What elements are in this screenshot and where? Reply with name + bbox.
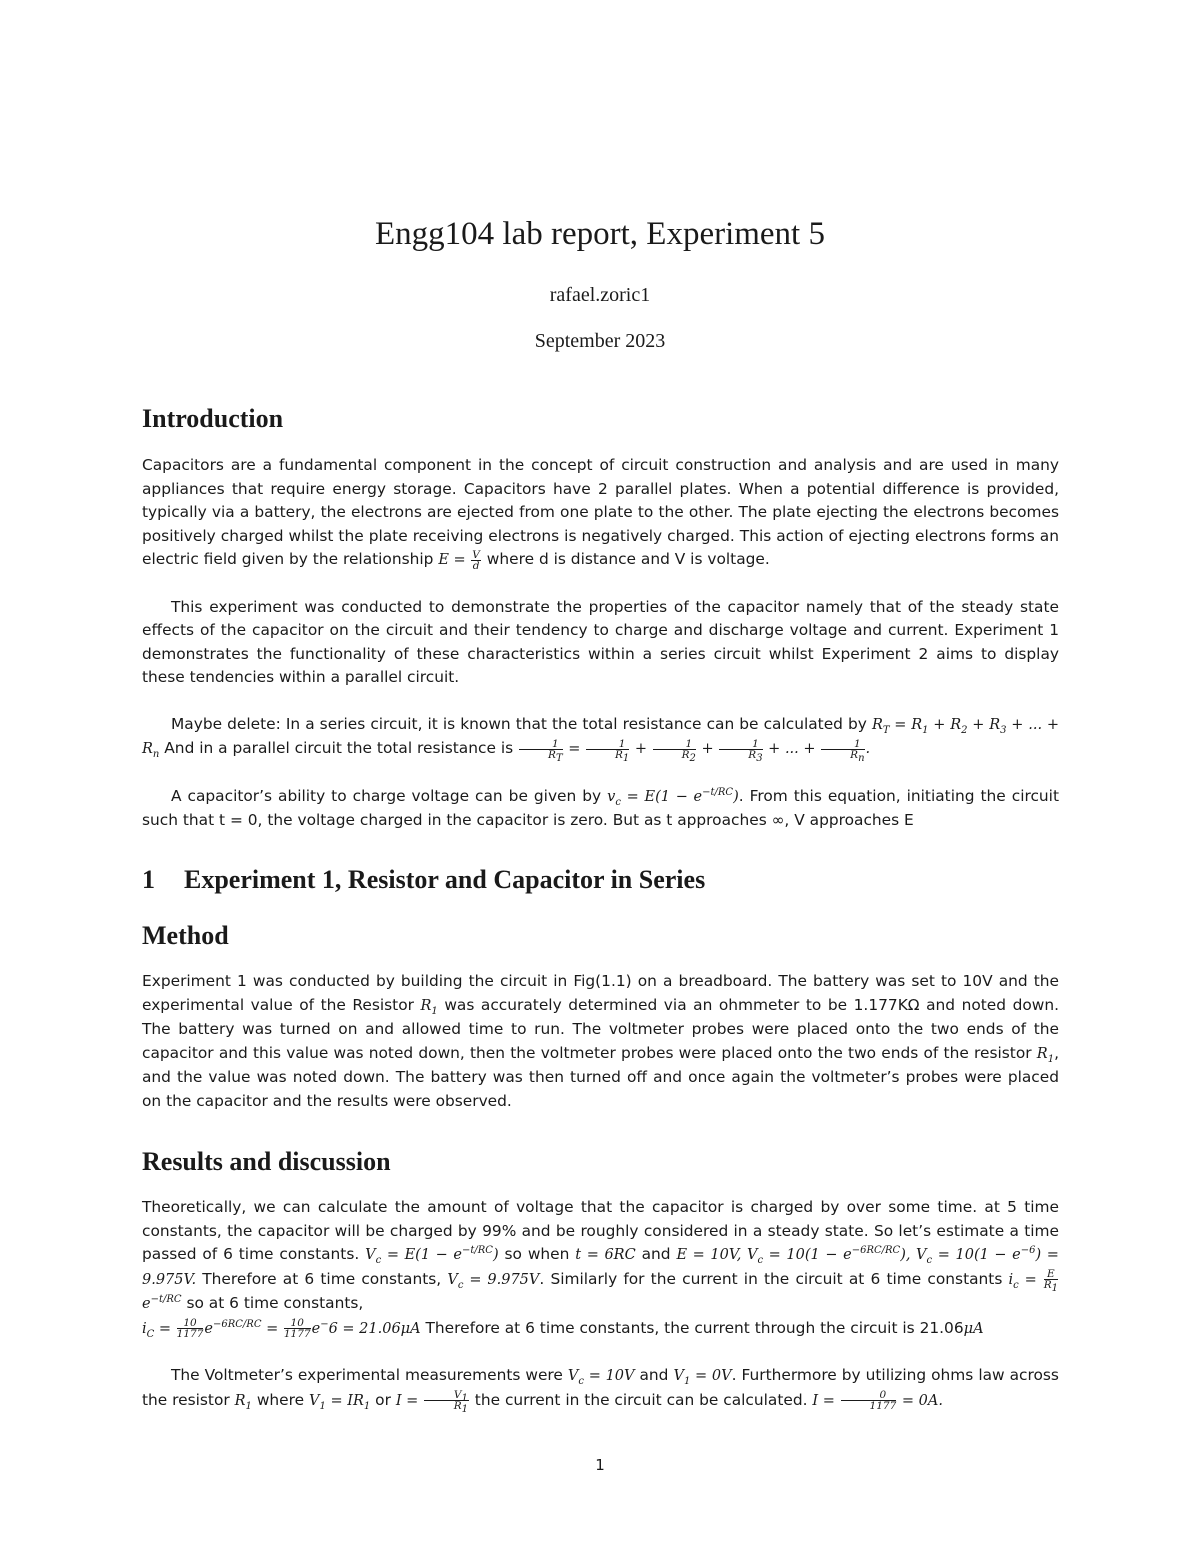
author: rafael.zoric1 xyxy=(549,284,651,306)
series-resistance-formula: $R_T = R_1 + R_2 + R_3$ + ... + $R_n$ xyxy=(142,716,1059,760)
method-heading: Method xyxy=(142,921,229,950)
method-body xyxy=(142,970,1059,1113)
results-heading: Results and discussion xyxy=(142,1147,391,1176)
capacitor-voltage-formula: $v_c = E(1 - e^{-t/RC})$ xyxy=(607,786,739,808)
introduction-body xyxy=(142,454,1059,833)
date: September 2023 xyxy=(534,330,666,352)
introduction-paragraph-3: Maybe delete: In a series circuit, it is known that the total resistance can be calculated by $R_T = R_1 + R_2 + R_3$ + ... + $R_n$ And in a parallel circuit the total resistance is $\frac{1}{R_T}$ = $\frac{1}{R_1}$ + $\frac{1}{R_2}$ + $\frac{1}{R_3}$ + ... + $\frac{1}{R_n}$ . xyxy=(142,714,1059,764)
experiment-1-heading: 1 Experiment 1, Resistor and Capacitor in Series xyxy=(142,865,706,894)
parallel-resistance-formula: $\frac{1}{R_T}$ = $\frac{1}{R_1}$ + $\frac{1}{R_2}$ + $\frac{1}{R_3}$ + ... + $\frac{1}{R_n}$ . xyxy=(518,741,870,757)
introduction-paragraph-1: Capacitors are a fundamental component in the concept of circuit construction and analysis and are used in many appliances that require energy storage. Capacitors have 2 parallel plates. When a potential difference is provided, typically via a battery, the electrons are ejected from one plate to the other. The plate ejecting the electrons becomes positively charged whilst the plate receiving electrons is negatively charged. This action of ejecting electrons forms an electric field given by the relationship E = $\frac{V}{d}$ where d is distance and V is voltage. xyxy=(142,456,1059,572)
method-paragraph: Experiment 1 was conducted by building the circuit in Fig(1.1) on a breadboard. The battery was set to 10V and the experimental value of the Resistor $R_1$ was accurately determined via an ohmmeter to be 1.177KΩ and noted down. The battery was turned on and allowed time to run. The voltmeter probes were placed onto the two ends of the capacitor and this value was noted down, then the voltmeter probes were placed onto the two ends of the resistor $R_1$, and the value was noted down. The battery was then turned off and once again the voltmeter’s probes were placed on the capacitor and the results were observed. xyxy=(142,972,1059,1110)
title-block xyxy=(0,212,1200,354)
introduction-heading: Introduction xyxy=(142,404,284,433)
page-title: Engg104 lab report, Experiment 5 xyxy=(375,216,825,252)
introduction-paragraph-4: A capacitor’s ability to charge voltage can be given by $v_c = E(1 - e^{-t/RC})$. From this equation, initiating the circuit such that t = 0, the voltage charged in the capacitor is zero. But as t approaches ∞, V approaches E xyxy=(142,786,1059,829)
page-number: 1 xyxy=(595,1456,605,1474)
results-paragraph-2: The Voltmeter’s experimental measurements were $V_c = 10V$ and $V_1 = 0V$. Furthermore by utilizing ohms law across the resistor $R_1$ where $V_1 = IR_1$ or I = $\frac{V_1}{R_1}$ the current in the circuit can be calculated. I = $\frac{0}{1177}$ = 0A. xyxy=(142,1366,1059,1416)
results-paragraph-1: Theoretically, we can calculate the amount of voltage that the capacitor is charged by over some time. at 5 time constants, the capacitor will be charged by 99% and be roughly considered in a steady state. So let’s estimate a time passed of 6 time constants. $V_c = E(1 - e^{-t/RC})$ so when t = 6RC and E = 10V, $V_c = 10(1 - e^{-6RC/RC})$, $V_c = 10(1 - e^{-6}) = 9.975V$. Therefore at 6 time constants, $V_c = 9.975V$. Similarly for the current in the circuit at 6 time constants $i_c$ = $\frac{E}{R_1}$ $e^{-t/RC}$ so at 6 time constants, $i_C$ = $\frac{10}{1177}$ $e^{-6RC/RC}$ = $\frac{10}{1177}$ e−6 = 21.06μA Therefore at 6 time constants, the current through the circuit is 21.06μA xyxy=(142,1198,1059,1340)
introduction-paragraph-2: This experiment was conducted to demonstrate the properties of the capacitor namely that of the steady state effects of the capacitor on the circuit and their tendency to charge and discharge voltage and current. Experiment 1 demonstrates the functionality of these characteristics within a series circuit whilst Experiment 2 aims to display these tendencies within a parallel circuit. xyxy=(142,597,1059,686)
results-body xyxy=(142,1196,1059,1416)
electric-field-formula: E = $\frac{V}{d}$ xyxy=(438,548,480,572)
